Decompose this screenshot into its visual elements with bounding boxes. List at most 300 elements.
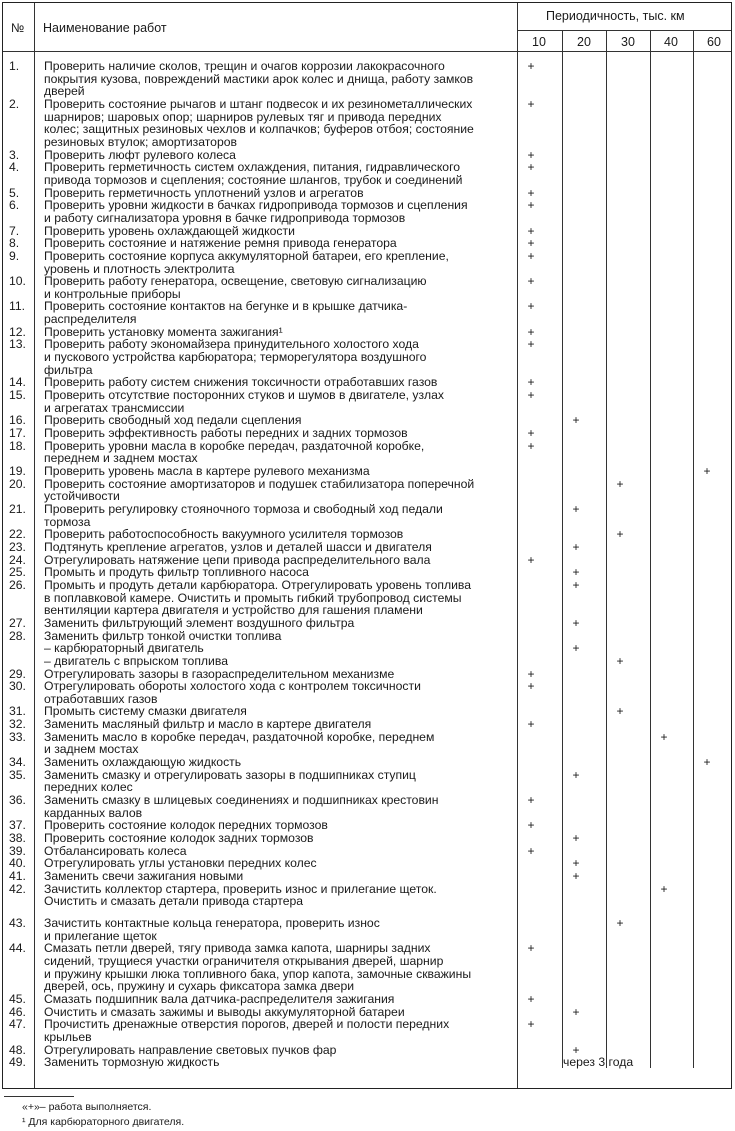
work-name-line: Проверить работоспособность вакуумного усилителя тормозов bbox=[44, 527, 404, 542]
table-row bbox=[3, 427, 733, 440]
row-number: 1. bbox=[9, 59, 20, 73]
table-row bbox=[3, 630, 733, 668]
row-periodicity-cells bbox=[518, 705, 733, 718]
work-name-line: Промыть систему смазки двигателя bbox=[44, 704, 247, 719]
row-work-name bbox=[35, 718, 518, 731]
row-periodicity-cells bbox=[518, 199, 733, 224]
row-number: 41. bbox=[9, 869, 26, 883]
work-name-line: шарниров; шаровых опор; шарниров рулевых тяг и привода передних bbox=[44, 109, 442, 124]
work-name-line: Проверить состояние амортизаторов и подушек стабилизатора поперечной bbox=[44, 476, 475, 491]
row-number: 27. bbox=[9, 615, 26, 630]
row-periodicity-cells bbox=[518, 161, 733, 186]
work-name-line: карданных валов bbox=[44, 805, 143, 820]
performed-mark-10k: + bbox=[527, 1017, 535, 1032]
work-name-line: и пускового устройства карбюратора; терморегулятора воздушного bbox=[44, 350, 427, 365]
work-name-line: переднем и заднем мостах bbox=[44, 451, 198, 466]
performed-mark-10k: + bbox=[527, 375, 535, 390]
performed-mark-10k: + bbox=[527, 274, 535, 289]
performed-mark-10k: + bbox=[527, 941, 535, 956]
row-number: 14. bbox=[9, 375, 26, 390]
performed-mark-20k: + bbox=[572, 1042, 580, 1057]
row-number: 24. bbox=[9, 552, 26, 567]
table-row bbox=[3, 250, 733, 275]
work-name-line: Смазать петли дверей, тягу привода замка капота, шарниры задних bbox=[44, 941, 431, 956]
table-row bbox=[3, 98, 733, 149]
row-work-name bbox=[35, 579, 518, 617]
work-name-line: Проверить работу систем снижения токсичности отработавших газов bbox=[44, 375, 438, 390]
work-name-line: Очистить и смазать детали привода стартера bbox=[44, 894, 304, 909]
performed-mark-10k: + bbox=[527, 248, 535, 263]
performed-mark-10k: + bbox=[527, 552, 535, 567]
header-period-40: 40 bbox=[664, 35, 678, 49]
performed-mark-10k: + bbox=[527, 96, 535, 111]
table-body bbox=[3, 60, 733, 1069]
work-name-line: Проверить эффективность работы передних и задних тормозов bbox=[44, 426, 408, 441]
performed-mark-30k: + bbox=[616, 476, 624, 491]
row-number: 44. bbox=[9, 941, 26, 956]
header-name: Наименование работ bbox=[43, 21, 167, 35]
row-periodicity-cells bbox=[518, 756, 733, 769]
work-name-line: привода тормозов и сцепления; состояние шлангов, трубок и соединений bbox=[44, 172, 463, 187]
row-work-name bbox=[35, 199, 518, 224]
performed-mark-10k: + bbox=[527, 793, 535, 808]
performed-mark-30k: + bbox=[616, 527, 624, 542]
row-periodicity-cells bbox=[518, 528, 733, 541]
work-name-line: Заменить масло в коробке передач, раздаточной коробке, переднем bbox=[44, 729, 435, 744]
table-row bbox=[3, 199, 733, 224]
row-work-name bbox=[35, 680, 518, 705]
row-periodicity-cells bbox=[518, 225, 733, 238]
work-name-line: Зачистить контактные кольца генератора, проверить износ bbox=[44, 915, 380, 930]
row-periodicity-cells bbox=[518, 187, 733, 200]
row-periodicity-cells bbox=[518, 237, 733, 250]
row-work-name bbox=[35, 389, 518, 414]
row-number: 31. bbox=[9, 704, 26, 719]
table-row bbox=[3, 440, 733, 465]
table-row bbox=[3, 883, 733, 908]
performed-mark-30k: + bbox=[616, 704, 624, 719]
row-number: 45. bbox=[9, 991, 26, 1006]
row-number: 3. bbox=[9, 147, 20, 162]
row-number: 47. bbox=[9, 1017, 26, 1032]
work-name-line: – карбюраторный двигатель bbox=[44, 641, 204, 656]
work-name-line: Заменить охлаждающую жидкость bbox=[44, 755, 242, 770]
work-name-line: Проверить люфт рулевого колеса bbox=[44, 147, 236, 162]
row-work-name bbox=[35, 98, 518, 149]
header-periodicity: Периодичность, тыс. км bbox=[546, 9, 685, 23]
row-number: 5. bbox=[9, 185, 20, 200]
row-periodicity-cells bbox=[518, 326, 733, 339]
row-periodicity-cells bbox=[518, 60, 733, 98]
table-row bbox=[3, 541, 733, 554]
row-periodicity-cells bbox=[518, 794, 733, 819]
work-name-line: Проверить уровень охлаждающей жидкости bbox=[44, 223, 295, 238]
row-work-name bbox=[35, 1018, 518, 1043]
work-name-line: и агрегатах трансмиссии bbox=[44, 400, 185, 415]
performed-mark-10k: + bbox=[527, 818, 535, 833]
work-name-line: Заменить тормозную жидкость bbox=[44, 1055, 220, 1070]
row-number: 7. bbox=[9, 223, 20, 238]
maintenance-schedule-table bbox=[2, 2, 732, 1089]
row-work-name bbox=[35, 917, 518, 942]
row-number: 25. bbox=[9, 565, 26, 580]
work-name-line: Проверить состояние рычагов и штанг подвесок и их резинометаллических bbox=[44, 96, 473, 111]
row-periodicity-cells bbox=[518, 769, 733, 794]
work-name-line: резиновых втулок; амортизаторов bbox=[44, 134, 237, 149]
performed-mark-10k: + bbox=[527, 198, 535, 213]
row-periodicity-cells bbox=[518, 993, 733, 1006]
performed-mark-20k: + bbox=[572, 1004, 580, 1019]
work-name-line: Проверить состояние контактов на бегунке и в крышке датчика- bbox=[44, 299, 408, 314]
table-row bbox=[3, 756, 733, 769]
row-periodicity-cells bbox=[518, 845, 733, 858]
work-name-line: уровень и плотность электролита bbox=[44, 261, 235, 276]
row-periodicity-cells bbox=[518, 680, 733, 705]
row-periodicity-cells bbox=[518, 630, 733, 668]
row-periodicity-cells bbox=[518, 414, 733, 427]
work-name-line: Проверить свободный ход педали сцепления bbox=[44, 413, 302, 428]
row-number: 33. bbox=[9, 729, 26, 744]
table-row bbox=[3, 680, 733, 705]
row-periodicity-cells bbox=[518, 149, 733, 162]
table-row bbox=[3, 769, 733, 794]
work-name-line: дверей, ось, пружину и сухарь фиксатора замка двери bbox=[44, 979, 355, 994]
work-name-line: Промыть и продуть фильтр топливного насоса bbox=[44, 565, 309, 580]
performed-mark-20k: + bbox=[572, 615, 580, 630]
performed-mark-10k: + bbox=[527, 147, 535, 162]
row-periodicity-cells bbox=[518, 942, 733, 993]
row-work-name bbox=[35, 300, 518, 325]
row-periodicity-cells bbox=[518, 870, 733, 883]
row-periodicity-cells bbox=[518, 275, 733, 300]
row-work-name bbox=[35, 541, 518, 554]
row-number: 10. bbox=[9, 274, 26, 289]
row-work-name bbox=[35, 440, 518, 465]
performed-mark-20k: + bbox=[572, 856, 580, 871]
work-name-line: Проверить отсутствие посторонних стуков и шумов в двигателе, узлах bbox=[44, 388, 444, 403]
work-name-line: Промыть и продуть детали карбюратора. Отрегулировать уровень топлива bbox=[44, 577, 471, 592]
performed-mark-10k: + bbox=[527, 843, 535, 858]
row-number: 16. bbox=[9, 413, 26, 428]
row-periodicity-cells bbox=[518, 731, 733, 756]
performed-mark-10k: + bbox=[527, 991, 535, 1006]
work-name-line: Проверить герметичность систем охлаждения, питания, гидравлического bbox=[44, 160, 461, 175]
work-name-line: Отрегулировать углы установки передних колес bbox=[44, 856, 317, 871]
table-row bbox=[3, 338, 733, 376]
performed-mark-10k: + bbox=[527, 426, 535, 441]
work-name-line: покрытия кузова, повреждений мастики арок колес и днища, работу замков bbox=[44, 71, 474, 86]
performed-mark-20k: + bbox=[572, 539, 580, 554]
row-number: 28. bbox=[9, 628, 26, 643]
row-work-name bbox=[35, 427, 518, 440]
table-row bbox=[3, 161, 733, 186]
row-work-name bbox=[35, 993, 518, 1006]
performed-mark-10k: + bbox=[527, 223, 535, 238]
performed-mark-10k: + bbox=[527, 679, 535, 694]
performed-mark-10k: + bbox=[527, 438, 535, 453]
row-number: 21. bbox=[9, 501, 26, 516]
row-periodicity-cells bbox=[518, 376, 733, 389]
row-periodicity-cells bbox=[518, 478, 733, 503]
work-name-line: Подтянуть крепление агрегатов, узлов и деталей шасси и двигателя bbox=[44, 539, 432, 554]
table-row bbox=[3, 60, 733, 98]
row-number: 34. bbox=[9, 755, 26, 770]
row-number: 4. bbox=[9, 160, 20, 175]
work-name-line: Заменить свечи зажигания новыми bbox=[44, 869, 244, 883]
row-work-name bbox=[35, 566, 518, 579]
row-number: 23. bbox=[9, 539, 26, 554]
row-periodicity-cells bbox=[518, 503, 733, 528]
footnote-rule bbox=[4, 1096, 74, 1097]
work-name-line: Проверить состояние колодок задних тормозов bbox=[44, 831, 314, 846]
row-number: 39. bbox=[9, 843, 26, 858]
work-name-line: фильтра bbox=[44, 362, 93, 377]
table-row bbox=[3, 465, 733, 478]
table-row bbox=[3, 389, 733, 414]
row-periodicity-cells bbox=[518, 718, 733, 731]
row-periodicity-cells bbox=[518, 566, 733, 579]
header-period-60: 60 bbox=[707, 35, 721, 49]
row-number: 32. bbox=[9, 717, 26, 732]
row-work-name bbox=[35, 60, 518, 98]
work-name-line: Заменить смазку и отрегулировать зазоры в подшипниках ступиц bbox=[44, 767, 416, 782]
work-name-line: Проверить работу генератора, освещение, световую сигнализацию bbox=[44, 274, 427, 289]
row-work-name bbox=[35, 503, 518, 528]
row-periodicity-cells bbox=[518, 300, 733, 325]
row-periodicity-cells bbox=[518, 1018, 733, 1043]
row-work-name bbox=[35, 250, 518, 275]
work-name-line: Отрегулировать зазоры в газораспределительном механизме bbox=[44, 666, 395, 681]
row-work-name bbox=[35, 617, 518, 630]
row-work-name bbox=[35, 161, 518, 186]
row-number: 48. bbox=[9, 1042, 26, 1057]
work-name-line: Проверить уровни масла в коробке передач, раздаточной коробке, bbox=[44, 438, 425, 453]
work-name-line: Заменить масляный фильтр и масло в картере двигателя bbox=[44, 717, 372, 732]
row-number: 26. bbox=[9, 577, 26, 592]
work-name-line: Проверить состояние корпуса аккумуляторной батареи, его крепление, bbox=[44, 248, 449, 263]
performed-mark-10k: + bbox=[527, 185, 535, 200]
row-work-name bbox=[35, 870, 518, 883]
row-work-name bbox=[35, 942, 518, 993]
row-number: 12. bbox=[9, 324, 26, 339]
row-work-name bbox=[35, 1056, 518, 1069]
work-name-line: крыльев bbox=[44, 1029, 92, 1044]
performed-mark-20k: + bbox=[572, 577, 580, 592]
performed-mark-60k: + bbox=[703, 464, 711, 478]
row-periodicity-cells bbox=[518, 819, 733, 832]
header-period-20: 20 bbox=[577, 35, 591, 49]
work-name-line: – двигатель с впрыском топлива bbox=[44, 653, 228, 668]
span-interval-note: через 3 года bbox=[563, 1055, 634, 1070]
work-name-line: и заднем мостах bbox=[44, 742, 139, 757]
work-name-line: Проверить герметичность уплотнений узлов и агрегатов bbox=[44, 185, 364, 200]
row-number: 19. bbox=[9, 464, 26, 478]
row-work-name bbox=[35, 731, 518, 756]
performed-mark-10k: + bbox=[527, 59, 535, 73]
row-periodicity-cells bbox=[518, 465, 733, 478]
header-num: № bbox=[11, 21, 25, 35]
performed-mark-60k: + bbox=[703, 755, 711, 770]
performed-mark-10k: + bbox=[527, 717, 535, 732]
row-periodicity-cells bbox=[518, 579, 733, 617]
header-period-30: 30 bbox=[621, 35, 635, 49]
row-work-name bbox=[35, 756, 518, 769]
work-name-line: сидений, трущиеся участки ограничителя открывания дверей, шарнир bbox=[44, 953, 444, 968]
work-name-line: Проверить установку момента зажигания¹ bbox=[44, 324, 283, 339]
work-name-line: и контрольные приборы bbox=[44, 286, 181, 301]
performed-mark-10k: + bbox=[527, 337, 535, 352]
work-name-line: и прилегание щеток bbox=[44, 928, 157, 943]
table-row bbox=[3, 617, 733, 630]
row-number: 13. bbox=[9, 337, 26, 352]
row-periodicity-cells bbox=[518, 338, 733, 376]
performed-mark-10k: + bbox=[527, 666, 535, 681]
row-number: 43. bbox=[9, 915, 26, 930]
row-periodicity-cells bbox=[518, 617, 733, 630]
table-row bbox=[3, 870, 733, 883]
row-number: 20. bbox=[9, 476, 26, 491]
row-work-name bbox=[35, 465, 518, 478]
row-number: 9. bbox=[9, 248, 20, 263]
header-bottom-border bbox=[3, 51, 731, 52]
row-periodicity-cells bbox=[518, 883, 733, 908]
row-work-name bbox=[35, 630, 518, 668]
work-name-line: Проверить работу экономайзера принудительного холостого хода bbox=[44, 337, 419, 352]
performed-mark-10k: + bbox=[527, 388, 535, 403]
performed-mark-10k: + bbox=[527, 299, 535, 314]
footnote-plus-legend: «+»– работа выполняется. bbox=[22, 1101, 152, 1113]
row-work-name bbox=[35, 883, 518, 908]
work-name-line: Очистить и смазать зажимы и выводы аккумуляторной батареи bbox=[44, 1004, 405, 1019]
row-periodicity-cells bbox=[518, 832, 733, 845]
performed-mark-20k: + bbox=[572, 565, 580, 580]
performed-mark-30k: + bbox=[616, 915, 624, 930]
performed-mark-30k: + bbox=[616, 653, 624, 668]
table-row bbox=[3, 300, 733, 325]
row-number: 11. bbox=[9, 299, 26, 314]
row-work-name bbox=[35, 832, 518, 845]
table-row bbox=[3, 1056, 733, 1069]
row-periodicity-cells bbox=[518, 389, 733, 414]
work-name-line: колес; защитных резиновых чехлов и колпачков; буферов отбоя; состояние bbox=[44, 122, 474, 137]
row-periodicity-cells bbox=[518, 427, 733, 440]
table-row bbox=[3, 579, 733, 617]
work-name-line: Прочистить дренажные отверстия порогов, дверей и полости передних bbox=[44, 1017, 450, 1032]
row-number: 15. bbox=[9, 388, 26, 403]
footnote-carburetor: ¹ Для карбюраторного двигателя. bbox=[22, 1116, 185, 1128]
table-row bbox=[3, 917, 733, 942]
row-number: 35. bbox=[9, 767, 26, 782]
work-name-line: отработавших газов bbox=[44, 691, 158, 706]
row-number: 30. bbox=[9, 679, 26, 694]
row-periodicity-cells bbox=[518, 857, 733, 870]
work-name-line: и работу сигнализатора уровня в бачке гидропривода тормозов bbox=[44, 210, 406, 225]
work-name-line: Заменить фильтрующий элемент воздушного фильтра bbox=[44, 615, 355, 630]
performed-mark-20k: + bbox=[572, 501, 580, 516]
work-name-line: Заменить смазку в шлицевых соединениях и подшипниках крестовин bbox=[44, 793, 439, 808]
table-row bbox=[3, 566, 733, 579]
performed-mark-20k: + bbox=[572, 641, 580, 656]
work-name-line: в поплавковой камере. Очистить и промыть гибкий трубопровод системы bbox=[44, 590, 462, 605]
work-name-line: Отбалансировать колеса bbox=[44, 843, 187, 858]
row-work-name bbox=[35, 237, 518, 250]
work-name-line: Проверить регулировку стояночного тормоза и свободный ход педали bbox=[44, 501, 443, 516]
row-number: 6. bbox=[9, 198, 20, 213]
table-row bbox=[3, 731, 733, 756]
work-name-line: Проверить состояние колодок передних тормозов bbox=[44, 818, 328, 833]
work-name-line: Зачистить коллектор стартера, проверить износ и прилегание щеток. bbox=[44, 881, 437, 896]
work-name-line: Отрегулировать направление световых пучков фар bbox=[44, 1042, 337, 1057]
work-name-line: Отрегулировать натяжение цепи привода распределительного вала bbox=[44, 552, 431, 567]
performed-mark-40k: + bbox=[660, 881, 668, 896]
row-periodicity-cells bbox=[518, 554, 733, 567]
row-number: 37. bbox=[9, 818, 26, 833]
header-period-10: 10 bbox=[532, 35, 546, 49]
performed-mark-20k: + bbox=[572, 767, 580, 782]
row-number: 29. bbox=[9, 666, 26, 681]
row-work-name bbox=[35, 338, 518, 376]
table-row bbox=[3, 794, 733, 819]
row-number: 18. bbox=[9, 438, 26, 453]
performed-mark-10k: + bbox=[527, 236, 535, 251]
row-periodicity-cells bbox=[518, 98, 733, 149]
row-number: 2. bbox=[9, 96, 20, 111]
table-row bbox=[3, 942, 733, 993]
row-work-name bbox=[35, 794, 518, 819]
table-row bbox=[3, 478, 733, 503]
work-name-line: Проверить состояние и натяжение ремня привода генератора bbox=[44, 236, 397, 251]
work-name-line: Проверить уровень масла в картере рулевого механизма bbox=[44, 464, 370, 478]
row-work-name bbox=[35, 478, 518, 503]
work-name-line: тормоза bbox=[44, 514, 91, 529]
performed-mark-20k: + bbox=[572, 831, 580, 846]
work-name-line: устойчивости bbox=[44, 489, 120, 504]
performed-mark-10k: + bbox=[527, 160, 535, 175]
row-number: 36. bbox=[9, 793, 26, 808]
row-number: 38. bbox=[9, 831, 26, 846]
row-periodicity-cells bbox=[518, 250, 733, 275]
work-name-line: вентиляции картера двигателя и устройство для гашения пламени bbox=[44, 603, 423, 618]
row-number: 46. bbox=[9, 1004, 26, 1019]
table-row bbox=[3, 718, 733, 731]
row-periodicity-cells bbox=[518, 440, 733, 465]
work-name-line: Проверить наличие сколов, трещин и очагов коррозии лакокрасочного bbox=[44, 59, 445, 73]
row-number: 49. bbox=[9, 1055, 26, 1070]
row-periodicity-cells bbox=[518, 541, 733, 554]
work-name-line: Отрегулировать обороты холостого хода с контролем токсичности bbox=[44, 679, 421, 694]
row-number: 22. bbox=[9, 527, 26, 542]
work-name-line: передних колес bbox=[44, 780, 133, 795]
performed-mark-20k: + bbox=[572, 869, 580, 883]
row-number: 17. bbox=[9, 426, 26, 441]
performed-mark-20k: + bbox=[572, 413, 580, 428]
table-row bbox=[3, 993, 733, 1006]
table-row bbox=[3, 1018, 733, 1043]
work-name-line: Проверить уровни жидкости в бачках гидропривода тормозов и сцепления bbox=[44, 198, 468, 213]
performed-mark-40k: + bbox=[660, 729, 668, 744]
row-periodicity-cells bbox=[518, 917, 733, 942]
row-number: 40. bbox=[9, 856, 26, 871]
work-name-line: Заменить фильтр тонкой очистки топлива bbox=[44, 628, 282, 643]
row-work-name bbox=[35, 769, 518, 794]
table-row bbox=[3, 503, 733, 528]
performed-mark-10k: + bbox=[527, 324, 535, 339]
work-name-line: распределителя bbox=[44, 312, 137, 327]
table-row bbox=[3, 832, 733, 845]
row-number: 8. bbox=[9, 236, 20, 251]
table-row bbox=[3, 237, 733, 250]
row-number: 42. bbox=[9, 881, 26, 896]
